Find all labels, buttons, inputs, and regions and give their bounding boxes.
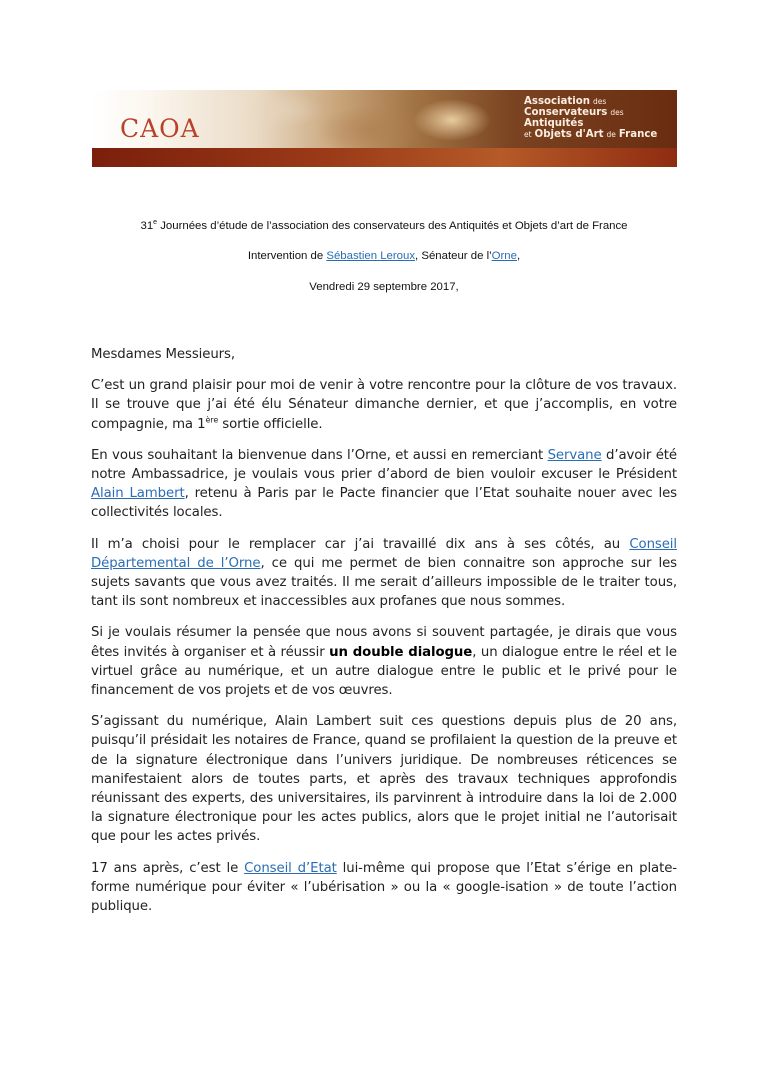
ordinal-suffix: ère [205,415,219,425]
speaker-role: , Sénateur de l’ [415,250,492,262]
conseil-etat-link[interactable]: Conseil d’Etat [244,860,337,876]
assoc-word: des [593,97,607,106]
paragraph-text: Si je voulais résumer la pensée que nous avons si souvent partagée, je dirais que vous êtes invités à organiser et à réussir [91,625,677,660]
banner-painting [242,90,512,148]
orne-link[interactable]: Orne [491,250,517,262]
caoa-logo: CAOA [120,114,200,143]
caoa-banner [92,90,677,167]
speaker-prefix: Intervention de [247,250,327,262]
paragraph-text: , ce qui me permet de bien connaitre son approche sur les sujets savants que vous avez traités. Il me serait d’ailleurs impossible de le traiter tous, tant ils sont nombreux et inaccessibles aux profanes que nous sommes. [91,555,677,610]
paragraph-3 [91,535,677,612]
paragraph-text: C’est un grand plaisir pour moi de venir à votre rencontre pour la clôture de vos travaux. Il se trouve que j’ai été élu Sénateur dimanche dernier, et que j’accomplis, en votre compagnie, ma 1 [91,378,677,432]
alain-lambert-link[interactable]: Alain Lambert [91,486,185,502]
assoc-word: des [610,108,624,117]
paragraph-text: Il m’a choisi pour le remplacer car j’ai travaillé dix ans à ses côtés, au [91,536,630,552]
paragraph-text: lui-même qui propose que l’Etat s’érige en plate-forme numérique pour éviter « l’ubérisation » ou la « google-isation » de toute l’action publique. [91,860,677,915]
emphasis: un double dialogue [329,644,473,660]
paragraph-text: En vous souhaitant la bienvenue dans l’Orne, et aussi en remerciant [91,447,548,463]
paragraph-5: S’agissant du numérique, Alain Lambert suit ces questions depuis plus de 20 ans, puisqu’il présidait les notaires de France, quand se profilaient la question de la preuve et de la signature électronique dans l’univers juridique. De nombreuses réticences se manifestaient alors de toutes parts, et après des travaux techniques approfondis réunissant des experts, des universitaires, ils parvinrent à introduire dans la loi de 2.000 la signature électronique pour les actes publics, alors que le projet initial ne l’autorisait que pour les actes privés. [91,714,677,845]
assoc-word: Objets d'Art [534,129,604,140]
assoc-word: et [524,130,532,139]
edition-number: 31 [140,219,154,232]
association-name-block [524,96,674,140]
speech-body [91,345,677,928]
servane-link[interactable]: Servane [547,447,602,463]
assoc-word: Antiquités [524,118,584,129]
assoc-word: de [606,130,616,139]
paragraph-1 [91,376,677,434]
paragraph-text: sortie officielle. [218,416,323,432]
assoc-word: France [618,129,658,140]
paragraph-text: d’avoir été notre Ambassadrice, je voulais vous prier d’abord de bien vouloir excuser le Président [91,447,677,483]
speaker-suffix: , [516,250,521,262]
speaker-line [0,250,768,262]
assoc-word: Conservateurs [524,107,608,118]
paragraph-6 [91,859,677,917]
paragraph-4 [91,623,677,700]
greeting: Mesdames Messieurs, [91,347,235,362]
assoc-word: Association [524,96,591,107]
edition-suffix: e [153,219,158,226]
speaker-link[interactable]: Sébastien Leroux [326,250,416,262]
event-title-text: Journées d’étude de l’association des conservateurs des Antiquités et Objets d’art de France [157,219,628,232]
paragraph-text: , un dialogue entre le réel et le virtuel grâce au numérique, et un autre dialogue entre le public et le privé pour le financement de vos projets et de vos œuvres. [91,644,677,699]
paragraph-2 [91,446,677,523]
paragraph-text: , retenu à Paris par le Pacte financier que l’Etat souhaite nouer avec les collectivités locales. [91,486,677,521]
banner-stripe [92,148,677,167]
event-date: Vendredi 29 septembre 2017, [309,281,459,293]
conseil-departemental-link[interactable]: Conseil Départemental de l’Orne [91,536,677,571]
paragraph-text: 17 ans après, c’est le [91,860,245,876]
event-title [0,219,768,232]
